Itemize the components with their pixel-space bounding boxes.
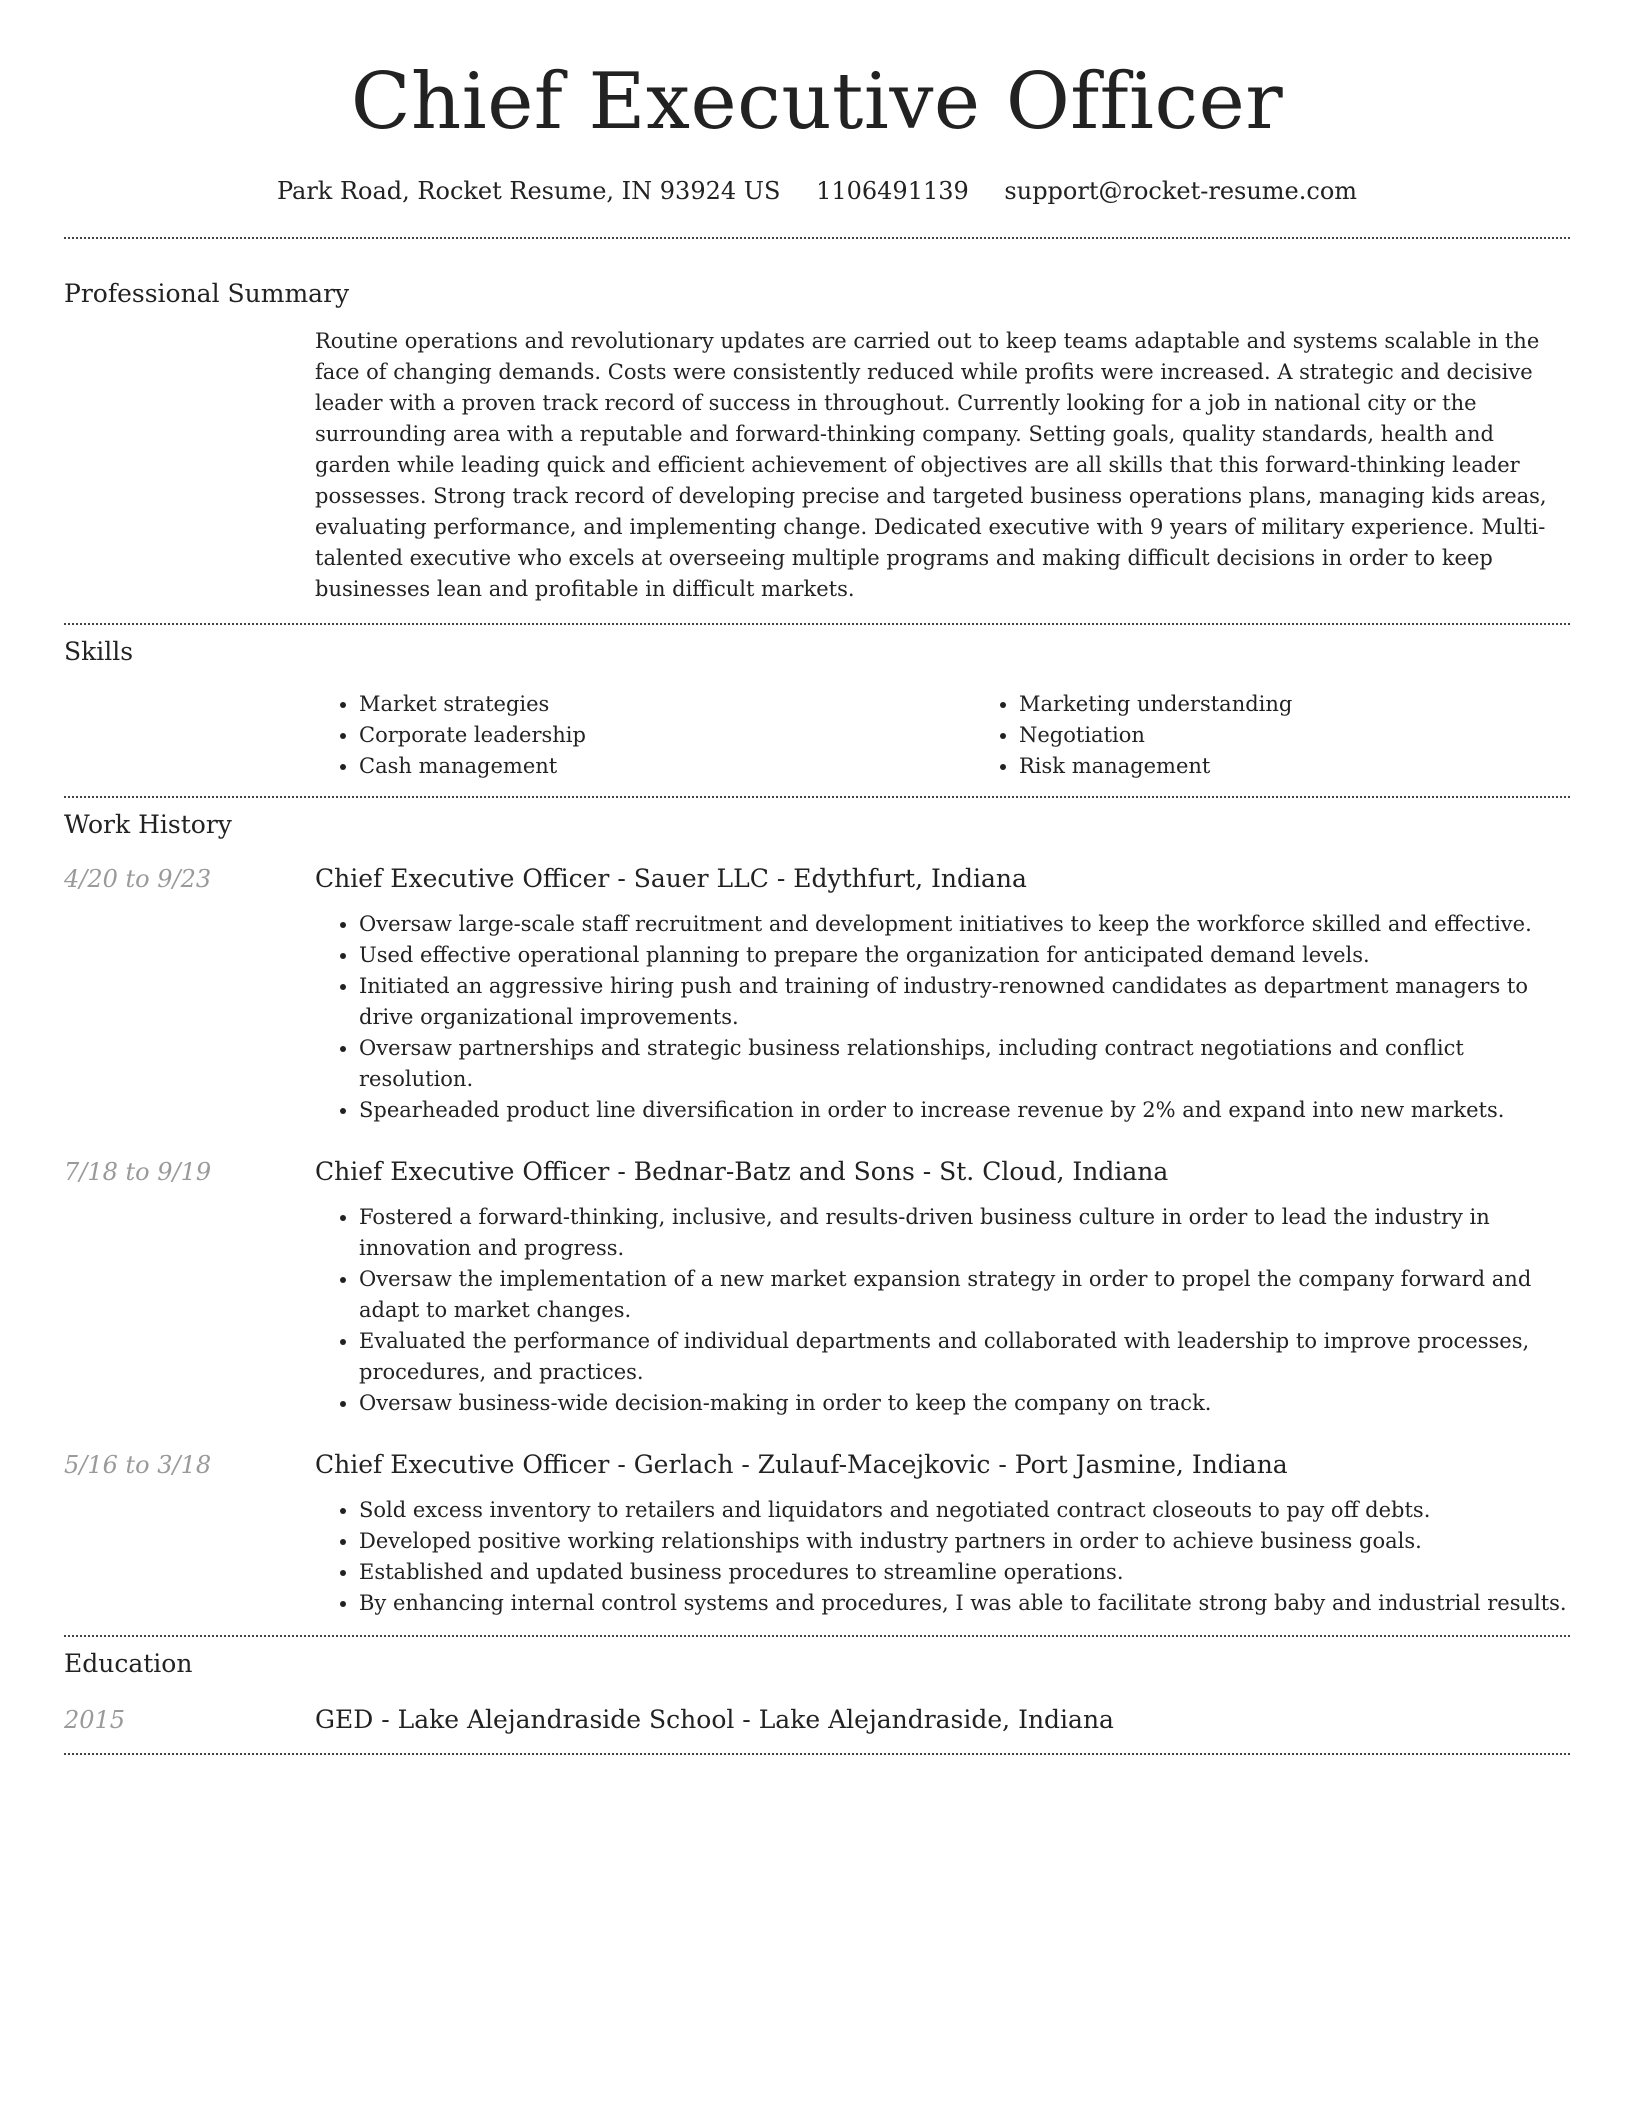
skills-divider	[64, 796, 1570, 798]
list-item: • Negotiation	[1019, 720, 1632, 751]
education-entry	[64, 1703, 1570, 1737]
education-title: GED - Lake Alejandraside School - Lake Alejandraside, Indiana	[315, 1705, 1114, 1734]
skills-heading: Skills	[64, 637, 134, 666]
list-item: • Cash management	[359, 751, 975, 782]
list-item: • Used effective operational planning to prepare the organization for anticipated demand levels.	[359, 940, 1570, 971]
job-dates: 7/18 to 9/19	[64, 1158, 212, 1186]
job-bullets	[315, 1495, 1570, 1619]
job-title: Chief Executive Officer - Bednar-Batz and Sons - St. Cloud, Indiana	[315, 1157, 1169, 1186]
contact-phone: 1106491139	[816, 177, 969, 205]
job-bullets	[315, 909, 1570, 1126]
contact-email: support@rocket-resume.com	[1004, 177, 1358, 205]
work-section	[64, 808, 1570, 1619]
summary-divider	[64, 623, 1570, 625]
job-title: Chief Executive Officer - Sauer LLC - Edythfurt, Indiana	[315, 864, 1027, 893]
skills-grid	[315, 689, 1632, 782]
list-item: • By enhancing internal control systems and procedures, I was able to facilitate strong baby and industrial results.	[359, 1588, 1570, 1619]
resume-title: Chief Executive Officer	[350, 57, 1284, 147]
resume-page	[64, 0, 1570, 1755]
job-dates: 5/16 to 3/18	[64, 1451, 212, 1479]
list-item: • Oversaw the implementation of a new market expansion strategy in order to propel the company forward and adapt to market changes.	[359, 1264, 1570, 1326]
skills-list-right	[975, 689, 1632, 782]
summary-heading: Professional Summary	[64, 279, 350, 308]
skills-list-left	[315, 689, 975, 782]
list-item: • Risk management	[1019, 751, 1632, 782]
job-bullets	[315, 1202, 1570, 1419]
list-item: • Spearheaded product line diversification in order to increase revenue by 2% and expand into new markets.	[359, 1095, 1570, 1126]
list-item: • Sold excess inventory to retailers and liquidators and negotiated contract closeouts to pay off debts.	[359, 1495, 1570, 1526]
list-item: • Established and updated business procedures to streamline operations.	[359, 1557, 1570, 1588]
job-entry	[64, 1155, 1570, 1419]
skills-section	[64, 635, 1570, 782]
job-entry	[64, 1448, 1570, 1619]
summary-text: Routine operations and revolutionary updates are carried out to keep teams adaptable and systems scalable in the face of changing demands. Costs were consistently reduced while profits were increased. A strategic and decisive leader with a proven track record of success in throughout. Currently looking for a job in national city or the surrounding area with a reputable and forward-thinking company. Setting goals, quality standards, health and garden while leading quick and efficient achievement of objectives are all skills that this forward-thinking leader possesses. Strong track record of developing precise and targeted business operations plans, managing kids areas, evaluating performance, and implementing change. Dedicated executive with 9 years of military experience. Multi-talented executive who excels at overseeing multiple programs and making difficult decisions in order to keep businesses lean and profitable in difficult markets.	[315, 329, 1547, 601]
job-entry	[64, 862, 1570, 1126]
list-item: • Developed positive working relationships with industry partners in order to achieve business goals.	[359, 1526, 1570, 1557]
header-divider	[64, 237, 1570, 239]
contact-address: Park Road, Rocket Resume, IN 93924 US	[276, 177, 781, 205]
list-item: • Oversaw large-scale staff recruitment and development initiatives to keep the workforce skilled and effective.	[359, 909, 1570, 940]
education-heading: Education	[64, 1649, 193, 1678]
education-divider	[64, 1753, 1570, 1755]
list-item: • Initiated an aggressive hiring push and training of industry-renowned candidates as department managers to drive organizational improvements.	[359, 971, 1570, 1033]
job-dates: 4/20 to 9/23	[64, 865, 212, 893]
job-title: Chief Executive Officer - Gerlach - Zulauf-Macejkovic - Port Jasmine, Indiana	[315, 1450, 1288, 1479]
list-item: • Fostered a forward-thinking, inclusive, and results-driven business culture in order to lead the industry in innovation and progress.	[359, 1202, 1570, 1264]
list-item: • Corporate leadership	[359, 720, 975, 751]
work-divider	[64, 1635, 1570, 1637]
contact-line	[64, 174, 1570, 208]
work-heading: Work History	[64, 810, 232, 839]
education-year: 2015	[64, 1706, 126, 1734]
summary-section	[64, 277, 1570, 605]
list-item: • Market strategies	[359, 689, 975, 720]
list-item: • Marketing understanding	[1019, 689, 1632, 720]
list-item: • Oversaw business-wide decision-making in order to keep the company on track.	[359, 1388, 1570, 1419]
education-section	[64, 1647, 1570, 1737]
list-item: • Evaluated the performance of individual departments and collaborated with leadership to improve processes, procedures, and practices.	[359, 1326, 1570, 1388]
list-item: • Oversaw partnerships and strategic business relationships, including contract negotiations and conflict resolution.	[359, 1033, 1570, 1095]
